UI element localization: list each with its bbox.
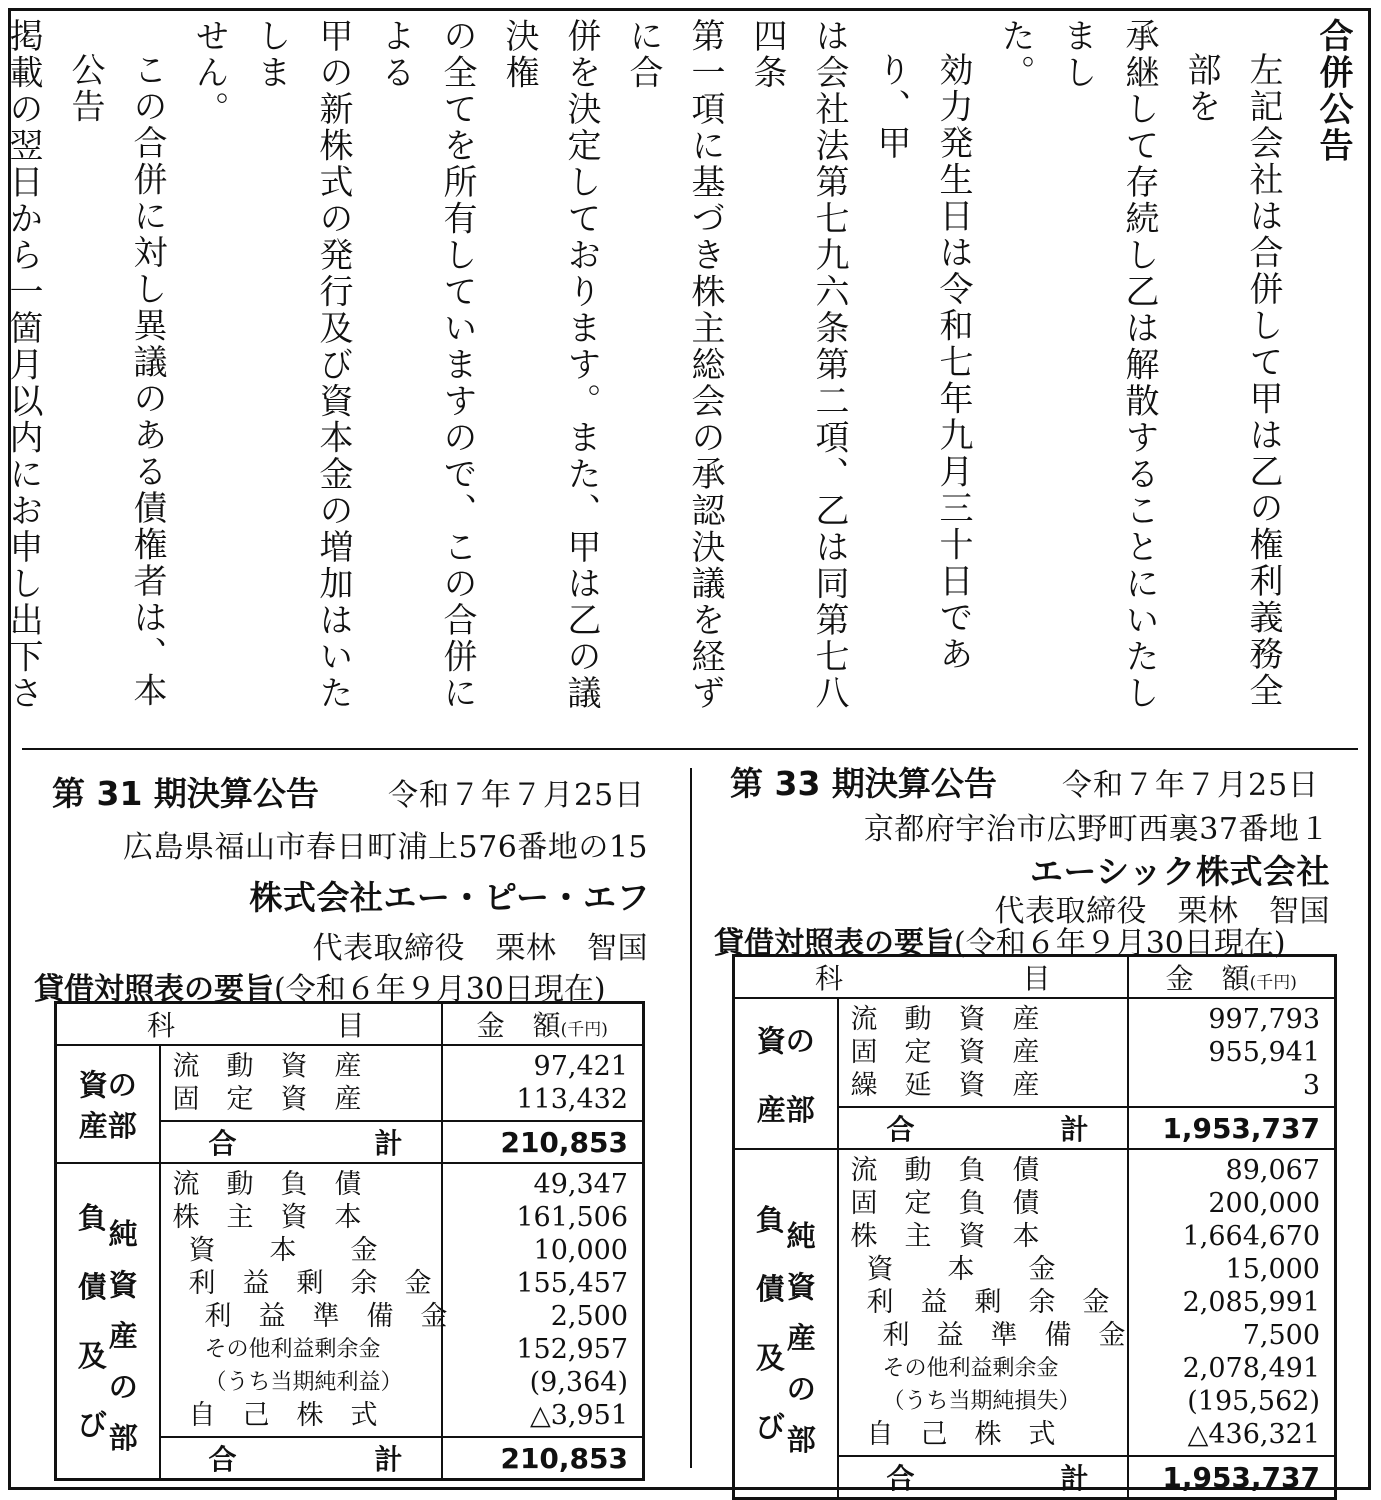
liabilities-values (1128, 1149, 1336, 1456)
list-item: （うち当期純利益） (204, 1370, 403, 1395)
list-item: 自 己 株 式 (188, 1400, 378, 1431)
liabilities-section (56, 1163, 644, 1437)
value: 10,000 (533, 1235, 628, 1266)
value: 49,347 (533, 1169, 628, 1200)
merger-notice (3, 18, 1364, 726)
left-company: 株式会社エー・ピー・エフ (249, 878, 650, 917)
value: 2,085,991 (1182, 1287, 1320, 1318)
value: 97,421 (533, 1051, 628, 1082)
assets-label: 資の 産部 (56, 1045, 160, 1163)
left-title: 第 31 期決算公告 (52, 774, 319, 813)
value: (195,562) (1187, 1386, 1320, 1417)
value: 2,078,491 (1182, 1353, 1320, 1384)
left-financial-notice (30, 768, 670, 1478)
right-representative: 代表取締役 栗林 智国 (994, 894, 1330, 929)
list-item: 資 本 金 (866, 1254, 1056, 1285)
liabilities-values (442, 1163, 644, 1437)
right-title: 第 33 期決算公告 (730, 764, 997, 803)
left-balance-sheet (54, 1001, 645, 1481)
list-item: （うち当期純損失） (882, 1389, 1081, 1414)
value: 997,793 (1208, 1004, 1320, 1035)
notice-title: 合併公告 (1313, 18, 1353, 164)
value: 200,000 (1208, 1188, 1320, 1219)
liabilities-total-label: 合 計 (160, 1437, 442, 1480)
value: 15,000 (1225, 1254, 1320, 1285)
right-address: 京都府宇治市広野町西裏37番地１ (863, 812, 1330, 847)
liabilities-total-value: 210,853 (442, 1437, 644, 1480)
liabilities-section (734, 1149, 1336, 1456)
list-item: 資 本 金 (188, 1235, 378, 1266)
assets-section (56, 1045, 644, 1121)
notice-line: せん。 (189, 18, 229, 128)
header-item: 科 目 (56, 1003, 442, 1046)
list-item: 流 動 負 債 (172, 1169, 362, 1200)
list-item: 株 主 資 本 (850, 1221, 1040, 1252)
value: 113,432 (516, 1084, 628, 1115)
value: 89,067 (1225, 1155, 1320, 1186)
table-header (56, 1003, 644, 1046)
list-item: 流 動 資 産 (850, 1004, 1040, 1035)
value: 152,957 (516, 1334, 628, 1365)
list-item: 固 定 資 産 (172, 1084, 362, 1115)
liabilities-total-value: 1,953,737 (1128, 1456, 1336, 1499)
assets-items (838, 998, 1128, 1107)
list-item: 固 定 資 産 (850, 1037, 1040, 1068)
list-item: その他利益剰余金 (204, 1337, 381, 1362)
notice-line: た。 (995, 18, 1035, 91)
list-item: 流 動 資 産 (172, 1051, 362, 1082)
column-divider (690, 768, 692, 1468)
assets-values (442, 1045, 644, 1121)
notice-line: 左記会社は合併して甲は乙の権利義務全部を (1181, 52, 1283, 709)
list-item: 自 己 株 式 (866, 1419, 1056, 1450)
value: (9,364) (529, 1367, 628, 1398)
value: △3,951 (529, 1400, 628, 1431)
value: 161,506 (516, 1202, 628, 1233)
list-item: 株 主 資 本 (172, 1202, 362, 1233)
list-item: 繰 延 資 産 (850, 1070, 1040, 1101)
list-item: 流 動 負 債 (850, 1155, 1040, 1186)
left-bs-title: 貸借対照表の要旨 (34, 972, 274, 1007)
assets-total-label: 合 計 (838, 1107, 1128, 1149)
assets-values (1128, 998, 1336, 1107)
right-balance-sheet (732, 954, 1337, 1500)
left-date: 令和７年７月25日 (388, 778, 646, 813)
notice-line: 併を決定しております。また、甲は乙の議決権 (499, 18, 601, 712)
value: 3 (1302, 1070, 1320, 1101)
list-item: 固 定 負 債 (850, 1188, 1040, 1219)
notice-line: は会社法第七九六条第二項、乙は同第七八四条 (747, 18, 849, 712)
table-header (734, 956, 1336, 999)
liabilities-total-label: 合 計 (838, 1456, 1128, 1499)
value: 2,500 (550, 1301, 628, 1332)
assets-total-value: 1,953,737 (1128, 1107, 1336, 1149)
value: 7,500 (1242, 1320, 1320, 1351)
assets-label: 資の 産部 (734, 998, 838, 1149)
section-divider (22, 748, 1358, 750)
right-company: エーシック株式会社 (1029, 852, 1330, 891)
assets-items (160, 1045, 442, 1121)
assets-total-label: 合 計 (160, 1121, 442, 1163)
assets-total-value: 210,853 (442, 1121, 644, 1163)
value: 1,664,670 (1182, 1221, 1320, 1252)
liabilities-items (160, 1163, 448, 1437)
notice-line: 掲載の翌日から一箇月以内にお申し出下さ (3, 18, 43, 712)
list-item: 利 益 剰 余 金 (866, 1287, 1110, 1318)
notice-line: 甲の新株式の発行及び資本金の増加はいたしま (251, 18, 353, 712)
left-address: 広島県福山市春日町浦上576番地の15 (123, 830, 648, 865)
value: 955,941 (1208, 1037, 1320, 1068)
header-amount: 金 額(千円) (1128, 956, 1336, 999)
liabilities-label: 負 債 及 び 純 資 産 の 部 (56, 1163, 160, 1480)
right-financial-notice (706, 758, 1356, 1495)
header-item: 科 目 (734, 956, 1128, 999)
notice-line: この合併に対し異議のある債権者は、本公告 (65, 52, 167, 709)
header-amount: 金 額(千円) (442, 1003, 644, 1046)
list-item: 利 益 準 備 金 (204, 1301, 448, 1332)
list-item: 利 益 剰 余 金 (188, 1268, 432, 1299)
left-bs-asof: (令和６年９月30日現在) (274, 972, 606, 1007)
left-representative: 代表取締役 栗林 智国 (312, 931, 648, 966)
list-item: その他利益剰余金 (882, 1356, 1059, 1381)
liabilities-label: 負 債 及 び 純 資 産 の 部 (734, 1149, 838, 1499)
value: △436,321 (1187, 1419, 1320, 1450)
right-bs-title: 貸借対照表の要旨 (714, 926, 954, 961)
notice-line: の全てを所有していますので、この合併による (375, 18, 477, 712)
right-bs-asof: (令和６年９月30日現在) (954, 926, 1286, 961)
list-item: 利 益 準 備 金 (882, 1320, 1126, 1351)
notice-line: 承継して存続し乙は解散することにいたしまし (1057, 18, 1159, 712)
liabilities-items (838, 1149, 1128, 1456)
right-date: 令和７年７月25日 (1062, 768, 1320, 803)
notice-line: 効力発生日は令和七年九月三十日であり、甲 (871, 52, 973, 673)
notice-line: 第一項に基づき株主総会の承認決議を経ずに合 (623, 18, 725, 712)
assets-section (734, 998, 1336, 1107)
value: 155,457 (516, 1268, 628, 1299)
